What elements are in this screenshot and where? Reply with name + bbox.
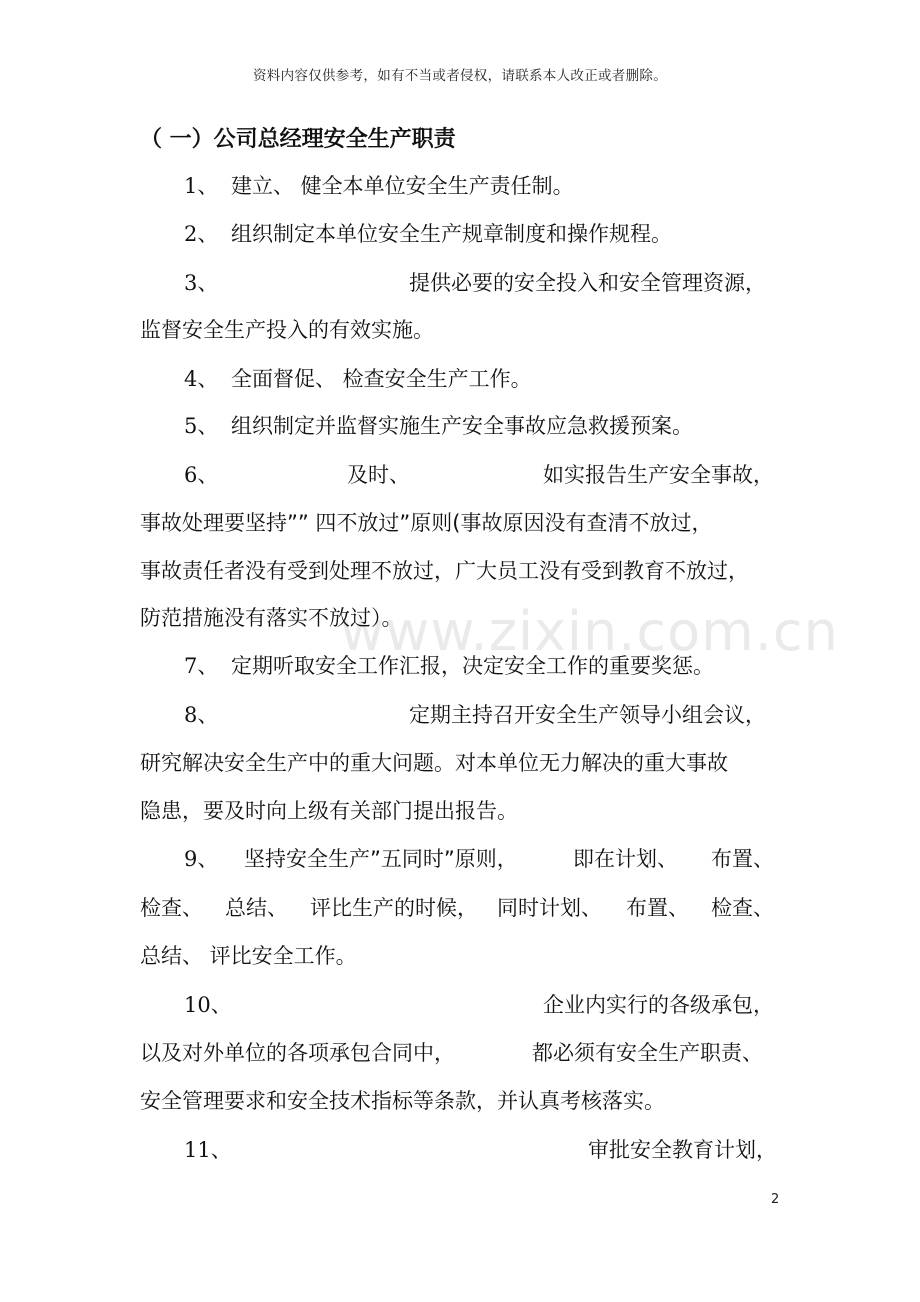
- item-9-text-part10: 总结、 评比安全工作。: [140, 944, 357, 968]
- item-7-number: 7、: [184, 654, 219, 678]
- item-1-text: 建立、 健全本单位安全生产责任制。: [231, 174, 574, 198]
- item-5-text: 组织制定并监督实施生产安全事故应急救援预案。: [231, 414, 693, 438]
- item-6-text-line4: 防范措施没有落实不放过）。: [140, 606, 403, 630]
- page-number: 2: [771, 1192, 780, 1207]
- item-10-text-line2a: 以及对外单位的各项承包合同中，: [140, 1041, 455, 1065]
- item-3-text-line1: 提供必要的安全投入和安全管理资源，: [409, 271, 766, 295]
- item-10-text-line3: 安全管理要求和安全技术指标等条款，并认真考核落实。: [140, 1089, 665, 1113]
- item-6-text-part1: 及时、: [347, 463, 410, 487]
- item-11-text: 审批安全教育计划，: [588, 1138, 777, 1162]
- item-8-number: 8、: [184, 703, 219, 727]
- item-2-number: 2、: [184, 222, 219, 246]
- item-9-text-part2: 即在计划、: [573, 847, 678, 871]
- header-disclaimer: 资料内容仅供参考，如有不当或者侵权，请联系本人改正或者删除。: [253, 68, 667, 84]
- item-6-text-line2: 事故处理要坚持”” 四不放过”原则(事故原因没有查清不放过，: [140, 511, 713, 535]
- item-7-text: 定期听取安全工作汇报，决定安全工作的重要奖惩。: [231, 654, 714, 678]
- item-9-number: 9、: [184, 847, 219, 871]
- item-9-text-part8: 布置、: [626, 896, 689, 920]
- item-3-text-line2: 监督安全生产投入的有效实施。: [140, 318, 434, 342]
- item-4-text: 全面督促、 检查安全生产工作。: [231, 367, 532, 391]
- item-8-text-line3: 隐患，要及时向上级有关部门提出报告。: [140, 799, 518, 823]
- item-5-number: 5、: [184, 414, 219, 438]
- item-9-text-part6: 评比生产的时候，: [310, 896, 478, 920]
- item-9-text-part7: 同时计划、: [497, 896, 602, 920]
- item-3-number: 3、: [184, 271, 219, 295]
- item-9-text-part5: 总结、: [225, 896, 288, 920]
- item-9-text-part1: 坚持安全生产”五同时”原则，: [244, 847, 518, 871]
- item-4-number: 4、: [184, 367, 219, 391]
- item-9-text-part3: 布置、: [711, 847, 774, 871]
- item-10-text-line1: 企业内实行的各级承包，: [543, 993, 774, 1017]
- item-9-text-part9: 检查、: [711, 896, 774, 920]
- item-6-number: 6、: [184, 463, 219, 487]
- item-6-text-part2: 如实报告生产安全事故，: [543, 463, 774, 487]
- item-8-text-line2: 研究解决安全生产中的重大问题。对本单位无力解决的重大事故: [140, 751, 728, 775]
- item-10-number: 10、: [184, 993, 232, 1017]
- item-10-text-line2b: 都必须有安全生产职责、: [532, 1041, 763, 1065]
- item-6-text-line3: 事故责任者没有受到处理不放过，广大员工没有受到教育不放过，: [140, 559, 749, 583]
- section-title: （ 一）公司总经理安全生产职责: [140, 127, 456, 152]
- item-9-text-part4: 检查、: [140, 896, 203, 920]
- watermark-text: www.zixin.com.cn: [340, 600, 839, 663]
- item-8-text-line1: 定期主持召开安全生产领导小组会议，: [409, 703, 766, 727]
- item-2-text: 组织制定本单位安全生产规章制度和操作规程。: [231, 222, 672, 246]
- item-11-number: 11、: [184, 1138, 232, 1162]
- item-1-number: 1、: [184, 174, 219, 198]
